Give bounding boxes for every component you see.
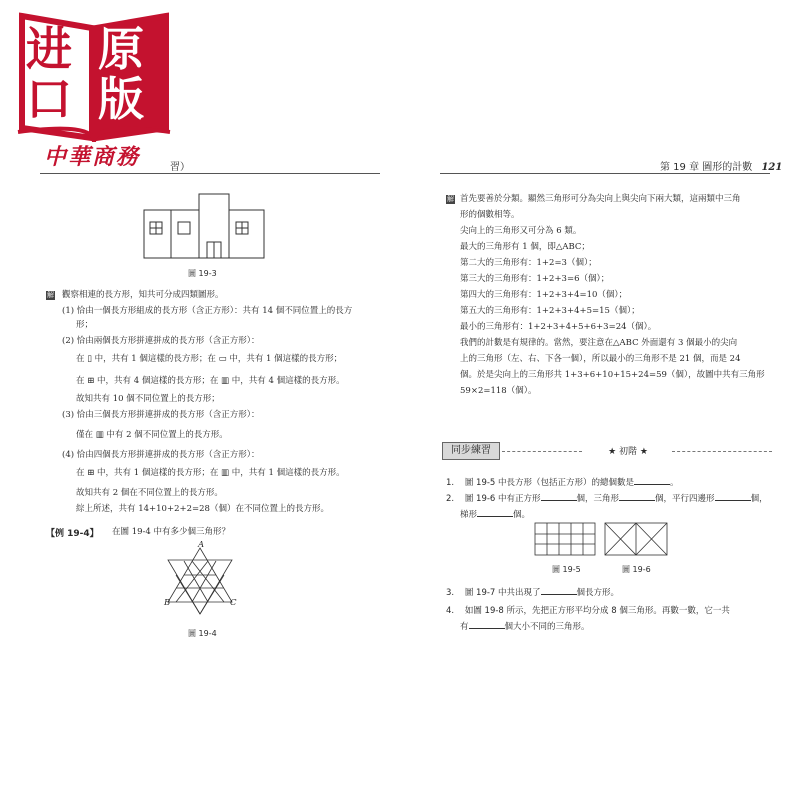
header-rule-right bbox=[440, 173, 770, 174]
question-text: 如圖 19-8 所示，先把正方形平均分成 8 個三角形。再數一數，它一共 bbox=[464, 606, 730, 616]
right-text-line: 首先要善於分類。顯然三角形可分為尖向上與尖向下兩大類，這兩類中三角 bbox=[460, 194, 741, 204]
right-text-line: 第二大的三角形有：1+2=3（個）； bbox=[460, 258, 597, 268]
question-1 bbox=[446, 476, 679, 488]
dashed-rule-right bbox=[672, 451, 772, 452]
right-text-line: 個。於是尖向上的三角形共 1+3+6+10+15+24=59（個），故圖中共有三角形 bbox=[460, 370, 765, 380]
figure-19-4-caption: 圖 19-4 bbox=[188, 629, 217, 638]
question-2-cont bbox=[460, 508, 530, 520]
question-2 bbox=[446, 492, 768, 504]
answer-blank[interactable] bbox=[715, 492, 751, 501]
logo-char-3: 口 bbox=[26, 72, 72, 126]
solution-icon: 解 bbox=[447, 195, 454, 203]
answer-blank[interactable] bbox=[477, 508, 513, 517]
running-header bbox=[660, 158, 782, 173]
question-tail: 個， bbox=[750, 494, 768, 504]
question-3 bbox=[446, 586, 619, 598]
right-text-line: 第四大的三角形有：1+2+3+4=10（個）； bbox=[460, 290, 628, 300]
question-4 bbox=[446, 604, 730, 616]
left-text-line: (2) 恰由兩個長方形拼連拼成的長方形（含正方形）： bbox=[62, 336, 260, 346]
level-label: ★ 初階 ★ bbox=[608, 447, 648, 457]
question-mid: 個，平行四邊形 bbox=[655, 494, 715, 504]
question-4-cont bbox=[460, 620, 590, 632]
right-text-line: 59×2=118（個）。 bbox=[460, 386, 537, 396]
answer-blank[interactable] bbox=[634, 476, 670, 485]
right-text-line: 上的三角形（左、右、下各一個），所以最小的三角形不是 21 個，而是 24 bbox=[460, 354, 741, 364]
question-mid: 個，三角形 bbox=[576, 494, 620, 504]
right-text-line: 我們的計數是有規律的。當然，要注意在△ABC 外面還有 3 個最小的尖向 bbox=[460, 338, 738, 348]
vertex-c-label: C bbox=[230, 598, 237, 608]
right-text-line: 最小的三角形有：1+2+3+4+5+6+3=24（個）。 bbox=[460, 322, 657, 332]
example-label: 【例 19-4】 bbox=[46, 529, 99, 539]
figure-19-6-caption: 圖 19-6 bbox=[622, 565, 651, 574]
answer-blank[interactable] bbox=[619, 492, 655, 501]
question-number: 3. bbox=[446, 588, 455, 598]
page-number: 121 bbox=[761, 162, 783, 173]
question-number: 4. bbox=[446, 606, 455, 616]
left-text-line: 在 ▯ 中，共有 1 個這樣的長方形；在 ▭ 中，共有 1 個這樣的長方形； bbox=[76, 354, 343, 364]
left-text-line: 故知共有 2 個在不同位置上的長方形。 bbox=[76, 488, 223, 498]
section-title: 同步練習 bbox=[442, 442, 500, 460]
left-text-line: 在 ⊞ 中，共有 1 個這樣的長方形；在 ▥ 中，共有 1 個這樣的長方形。 bbox=[76, 468, 345, 478]
answer-blank[interactable] bbox=[541, 586, 577, 595]
vertex-a-label: A bbox=[198, 540, 205, 550]
figure-19-3-caption: 圖 19-3 bbox=[188, 269, 217, 278]
question-tail: 個大小不同的三角形。 bbox=[504, 622, 590, 632]
left-text-line: 故知共有 10 個不同位置上的長方形； bbox=[76, 394, 220, 404]
logo-char-1: 进 bbox=[26, 22, 72, 76]
right-text-line: 第五大的三角形有：1+2+3+4+5=15（個）； bbox=[460, 306, 640, 316]
question-text: 圖 19-5 中長方形（包括正方形）的總個數是 bbox=[464, 478, 635, 488]
chapter-number: 第 19 章 bbox=[660, 162, 700, 173]
left-text-line: 綜上所述，共有 14+10+2+2=28（個）在不同位置上的長方形。 bbox=[76, 504, 329, 514]
left-text-line: 觀察相連的長方形，知共可分成四類圖形。 bbox=[62, 290, 224, 300]
figure-19-5 bbox=[534, 522, 596, 556]
solution-icon: 解 bbox=[47, 291, 54, 299]
question-text: 有 bbox=[460, 622, 469, 632]
question-tail: 個長方形。 bbox=[576, 588, 620, 598]
figure-19-5-caption: 圖 19-5 bbox=[552, 565, 581, 574]
right-text-line: 最大的三角形有 1 個，即△ABC； bbox=[460, 242, 590, 252]
header-rule-left bbox=[40, 173, 380, 174]
answer-blank[interactable] bbox=[469, 620, 505, 629]
question-text: 梯形 bbox=[460, 510, 478, 520]
vertex-b-label: B bbox=[164, 598, 171, 608]
dashed-rule-left bbox=[502, 451, 582, 452]
question-text: 圖 19-6 中有正方形 bbox=[464, 494, 541, 504]
left-text-line: (1) 恰由一個長方形組成的長方形（含正方形）：共有 14 個不同位置上的長方 bbox=[62, 306, 353, 316]
chapter-title: 圖形的計數 bbox=[702, 162, 753, 173]
question-tail: 個。 bbox=[513, 510, 531, 520]
figure-19-4 bbox=[160, 540, 240, 620]
question-number: 1. bbox=[446, 478, 455, 488]
publisher-name: 中華商務 bbox=[44, 144, 141, 170]
logo-char-2: 原 bbox=[98, 22, 144, 76]
question-number: 2. bbox=[446, 494, 455, 504]
left-text-line: (3) 恰由三個長方形拼連拼成的長方形（含正方形）： bbox=[62, 410, 260, 420]
question-tail: 。 bbox=[670, 478, 679, 488]
right-text-line: 第三大的三角形有：1+2+3=6（個）； bbox=[460, 274, 610, 284]
logo-char-4: 版 bbox=[98, 72, 144, 126]
left-text-line: 僅在 ▥ 中有 2 個不同位置上的長方形。 bbox=[76, 430, 228, 440]
right-text-line: 形的個數相等。 bbox=[460, 210, 520, 220]
question-text: 圖 19-7 中共出現了 bbox=[464, 588, 541, 598]
left-text-line: 在 ⊞ 中，共有 4 個這樣的長方形；在 ▥ 中，共有 4 個這樣的長方形。 bbox=[76, 376, 345, 386]
answer-blank[interactable] bbox=[541, 492, 577, 501]
right-text-line: 尖向上的三角形又可分為 6 類。 bbox=[460, 226, 582, 236]
example-question: 在圖 19-4 中有多少個三角形？ bbox=[112, 527, 231, 537]
left-text-line: (4) 恰由四個長方形拼連拼成的長方形（含正方形）： bbox=[62, 450, 260, 460]
figure-19-3 bbox=[140, 190, 270, 260]
header-left-fragment: 習） bbox=[170, 162, 190, 173]
left-text-line: 形； bbox=[76, 320, 94, 330]
figure-19-6 bbox=[604, 522, 668, 556]
